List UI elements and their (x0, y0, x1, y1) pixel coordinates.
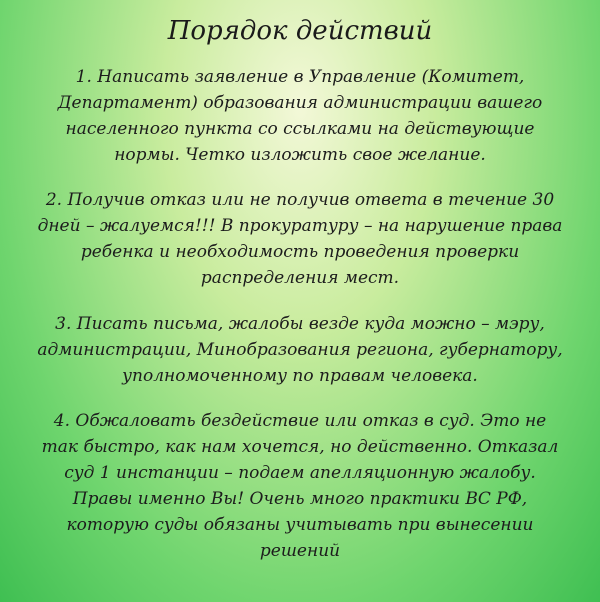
step-1-line-4: нормы. Четко изложить свое желание. (114, 145, 486, 165)
page-title: Порядок действий (167, 16, 433, 46)
step-2-line-1: 2. Получив отказ или не получив ответа в течение 30 (45, 190, 555, 210)
step-3-line-1: 3. Писать письма, жалобы везде куда можно – мэру, (55, 314, 545, 334)
step-2 (30, 187, 570, 291)
step-4-line-6: решений (259, 541, 341, 561)
step-4-line-3: суд 1 инстанции – подаем апелляционную жалобу. (64, 463, 536, 483)
step-4-line-4: Правы именно Вы! Очень много практики ВС РФ, (72, 489, 528, 509)
step-2-line-3: ребенка и необходимость проведения проверки (80, 242, 520, 262)
step-1-line-3: населенного пункта со ссылками на действующие (65, 119, 535, 139)
step-1-line-1: 1. Написать заявление в Управление (Комитет, (75, 67, 525, 87)
step-1 (30, 64, 570, 168)
step-3-line-3: уполномоченному по правам человека. (122, 366, 478, 386)
step-3 (30, 311, 570, 389)
step-4 (30, 408, 570, 564)
step-1-line-2: Департамент) образования администрации вашего (57, 93, 543, 113)
step-2-line-2: дней – жалуемся!!! В прокуратуру – на нарушение права (37, 216, 563, 236)
step-4-line-2: так быстро, как нам хочется, но действенно. Отказал (41, 437, 559, 457)
step-4-line-5: которую суды обязаны учитывать при вынесении (66, 515, 534, 535)
step-4-line-1: 4. Обжаловать бездействие или отказ в суд. Это не (53, 411, 547, 431)
step-3-line-2: администрации, Минобразования региона, губернатору, (37, 340, 563, 360)
step-2-line-4: распределения мест. (200, 268, 400, 288)
